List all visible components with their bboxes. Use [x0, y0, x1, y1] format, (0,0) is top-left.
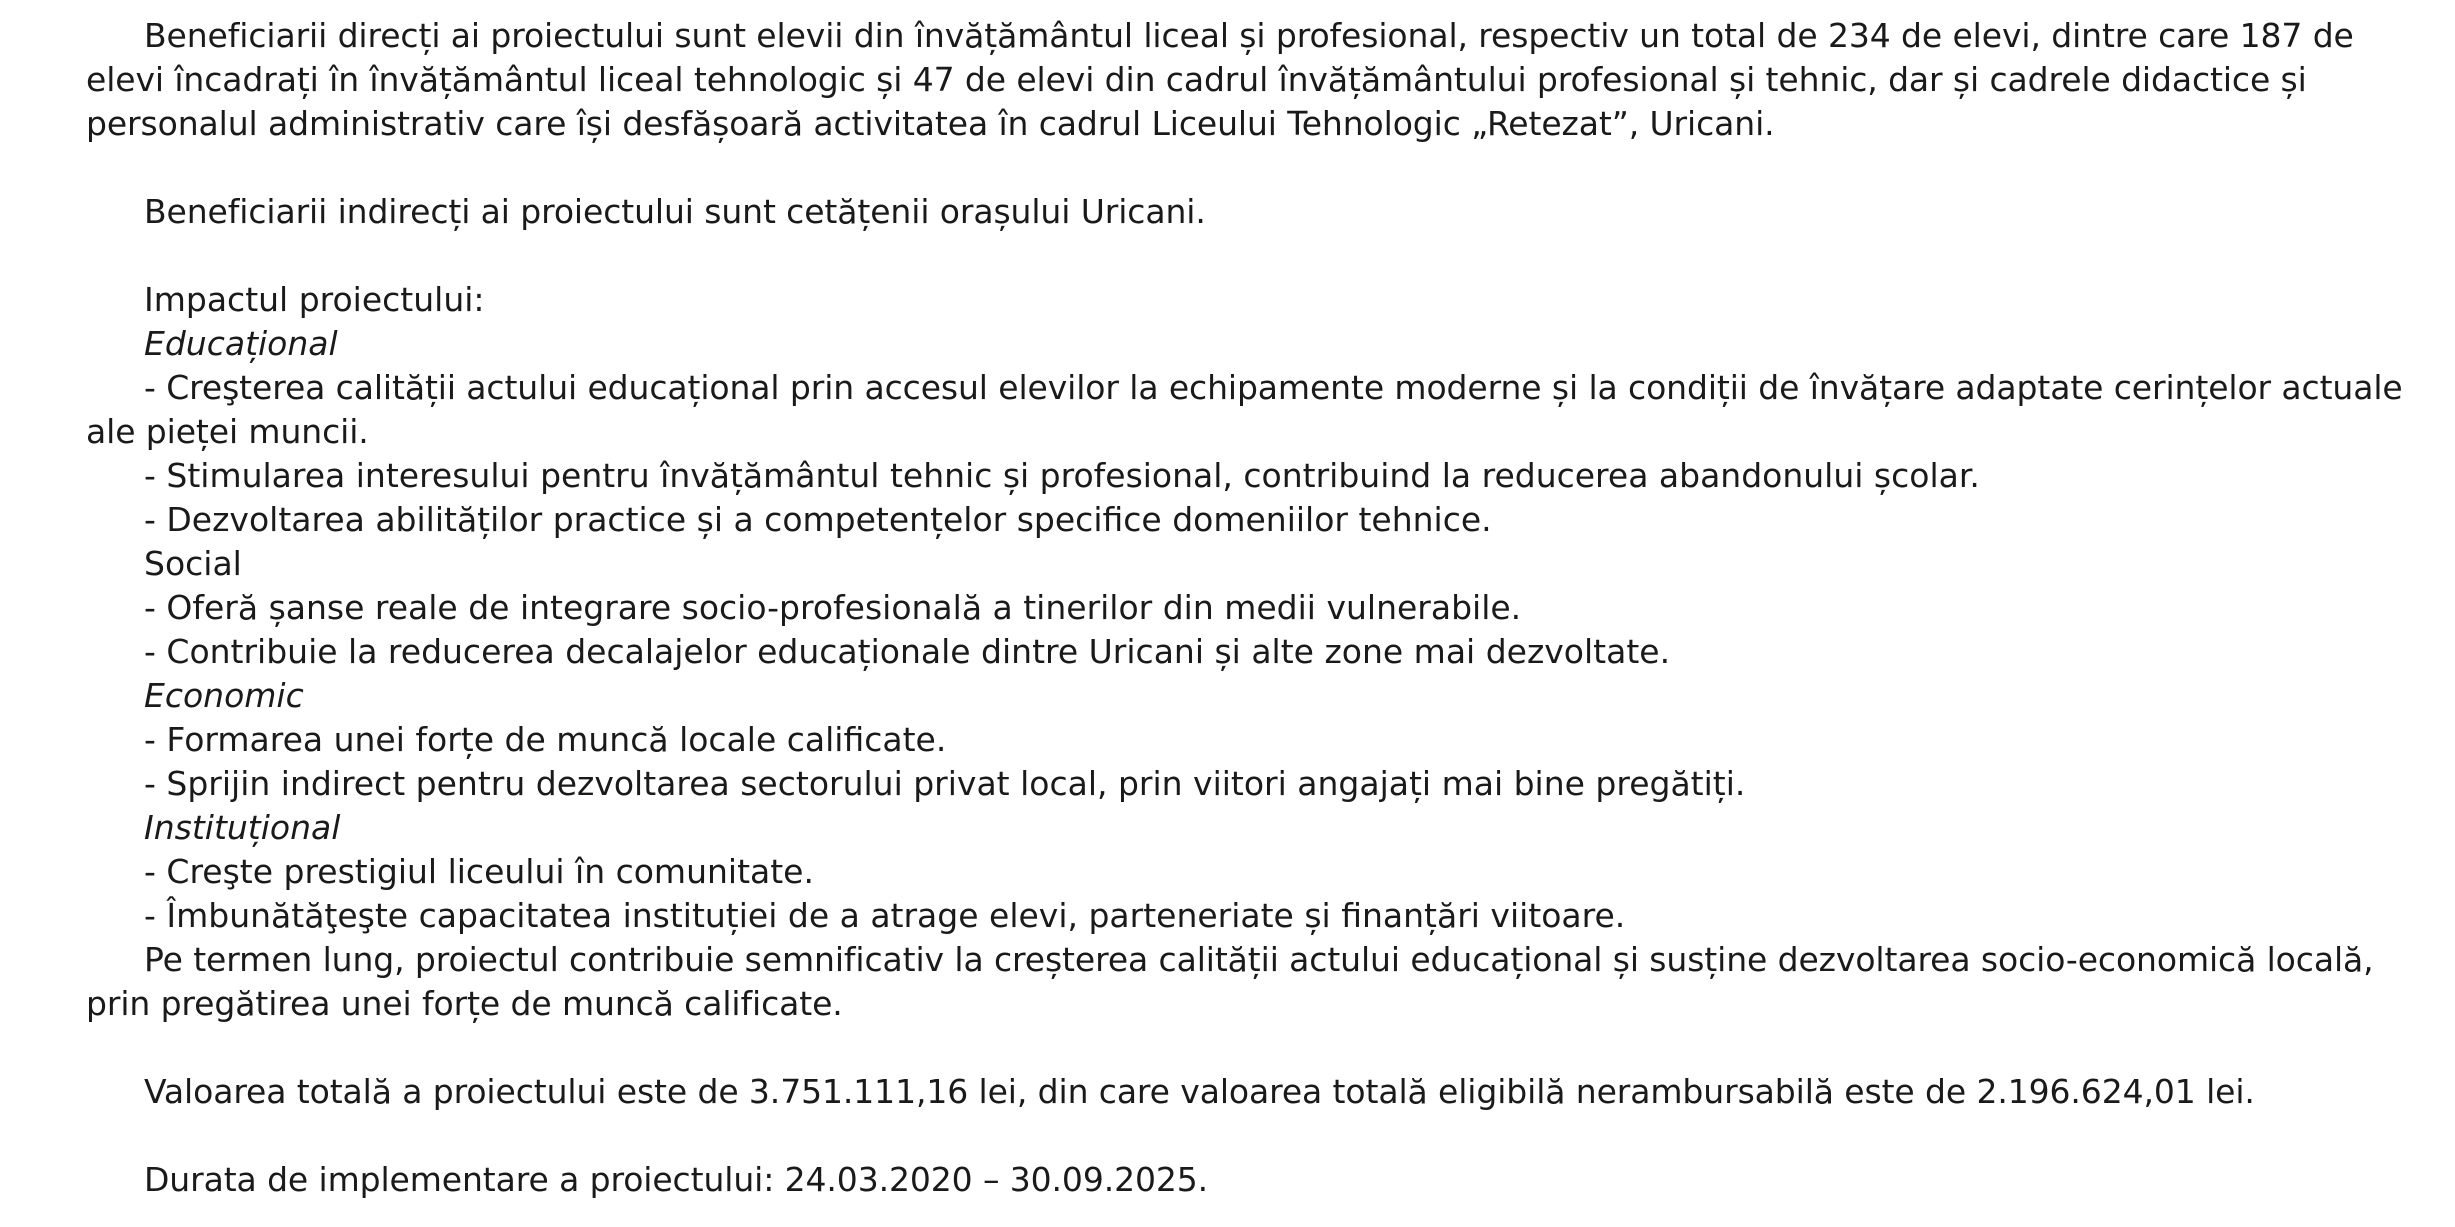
educational-label: Educațional: [144, 324, 338, 363]
educational-item: - Dezvoltarea abilităților practice și a competențelor specifice domeniilor tehnice.: [144, 500, 1492, 539]
long-term-paragraph: Pe termen lung, proiectul contribuie semnificativ la creșterea calității actului educațional și susține dezvoltarea socio-economică locală, prin pregătirea unei forțe de muncă calificate.: [86, 940, 2374, 1023]
social-label: Social: [144, 544, 242, 583]
social-item: - Contribuie la reducerea decalajelor educaționale dintre Uricani și alte zone mai dezvoltate.: [144, 632, 1671, 671]
educational-item: - Creşterea calității actului educațional prin accesul elevilor la echipamente moderne și la condiții de învățare adaptate cerințelor actuale ale pieței muncii.: [86, 368, 2403, 451]
institutional-item: - Îmbunătăţeşte capacitatea instituției de a atrage elevi, parteneriate și finanțări viitoare.: [144, 896, 1626, 935]
economic-item: - Formarea unei forțe de muncă locale calificate.: [144, 720, 947, 759]
spacer: [86, 146, 2406, 190]
economic-label: Economic: [144, 676, 304, 715]
institutional-label: Instituțional: [144, 808, 341, 847]
institutional-item: - Creşte prestigiul liceului în comunitate.: [144, 852, 814, 891]
document-body: [86, 14, 2406, 1202]
social-item: - Oferă șanse reale de integrare socio-profesională a tinerilor din medii vulnerabile.: [144, 588, 1522, 627]
direct-beneficiaries-paragraph: Beneficiarii direcți ai proiectului sunt elevii din învățământul liceal și profesional, respectiv un total de 234 de elevi, dintre care 187 de elevi încadrați în învățământul liceal tehnologic și 47 de elevi din cadrul învățământului profesional și tehnic, dar și cadrele didactice și personalul administrativ care își desfășoară activitatea în cadrul Liceului Tehnologic „Retezat”, Uricani.: [86, 16, 2354, 143]
project-value-paragraph: Valoarea totală a proiectului este de 3.751.111,16 lei, din care valoarea totală eligibilă nerambursabilă este de 2.196.624,01 lei.: [144, 1072, 2255, 1111]
indirect-beneficiaries-paragraph: Beneficiarii indirecți ai proiectului sunt cetățenii orașului Uricani.: [144, 192, 1206, 231]
spacer: [86, 234, 2406, 278]
duration-paragraph: Durata de implementare a proiectului: 24.03.2020 – 30.09.2025.: [144, 1160, 1209, 1199]
educational-item: - Stimularea interesului pentru învățământul tehnic și profesional, contribuind la reducerea abandonului școlar.: [144, 456, 1980, 495]
spacer: [86, 1114, 2406, 1158]
spacer: [86, 1026, 2406, 1070]
economic-item: - Sprijin indirect pentru dezvoltarea sectorului privat local, prin viitori angajați mai bine pregătiți.: [144, 764, 1746, 803]
impact-heading: Impactul proiectului:: [144, 280, 485, 319]
